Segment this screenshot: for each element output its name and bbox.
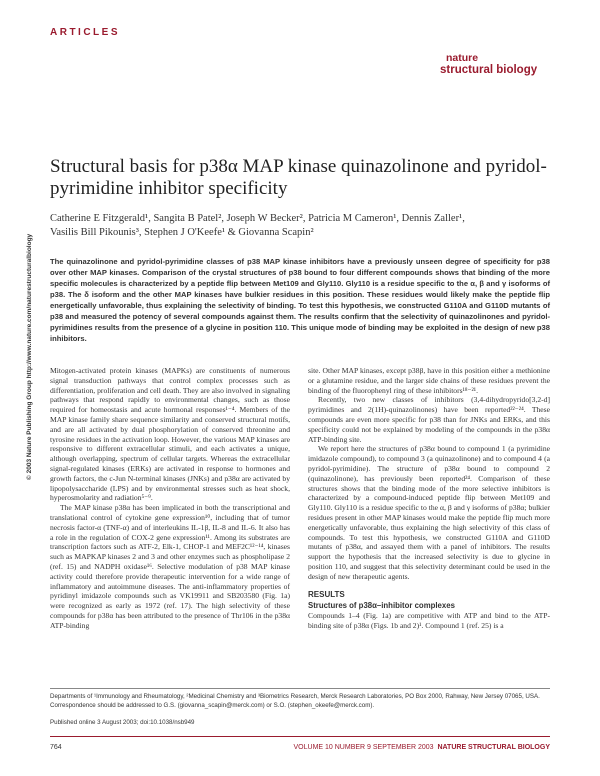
article-title: Structural basis for p38α MAP kinase quinazolinone and pyridol-pyrimidine inhibitor specificity <box>50 156 547 199</box>
body-column-right <box>308 366 550 631</box>
footnote-divider <box>50 688 550 689</box>
section-label: ARTICLES <box>50 27 120 38</box>
affiliations-footnote: Departments of ¹Immunology and Rheumatology, ²Medicinal Chemistry and ³Biometrics Research, Merck Research Laboratories, PO Box 2000, Rahway, New Jersey 07065, USA. Correspondence should be addressed to G.S. (giovanna_scapin@merck.com) or S.O. (stephen_okeefe@merck.com). <box>50 693 540 709</box>
paragraph: Compounds 1–4 (Fig. 1a) are competitive with ATP and bind to the ATP-binding site of p38α (Figs. 1b and 2)¹. Compound 1 (ref. 25) is a <box>308 611 550 630</box>
paragraph: We report here the structures of p38α bound to compound 1 (a pyrimidine imidazole compound), to compound 3 (a quinazolinone) and to compound 4 (a pyridol-pyrimidine). The structure of p38α bound to compound 2 (quinazolinone), has previously been reported²⁴. Comparison of these structures shows that the binding mode of the more selective inhibitors is characterized by a compound-induced peptide flip between Met109 and Gly110. Gly110 is a residue specific to the α, β and γ isoforms of p38α; bulkier residues present in other MAP kinases would make the peptide flip much more energetically unfavorable, thus explaining the high selectivity of this class of compounds. To test this hypothesis, we constructed G110A and G110D mutants of p38α, and assayed them with a panel of inhibitors. The results support the hypothesis that the increased selectivity is due to glycine in position 110, and suggest that this selectivity determinant could be used in the design of new therapeutic agents. <box>308 444 550 581</box>
paragraph: Recently, two new classes of inhibitors (3,4-dihydropyrido[3,2-d] pyrimidines and 2(1H)-quinazolinones) have been reported²²⁻²⁴. These compounds are even more specific for p38 than for JNKs and ERKs, and this specificity could not be explained by modeling of the compounds in the p38α ATP-binding site. <box>308 395 550 444</box>
paragraph: site. Other MAP kinases, except p38β, have in this position either a methionine or a glutamine residue, and the larger side chains of these residues prevent the binding of the fluorophenyl ring of these inhibitors¹⁸⁻²¹. <box>308 366 550 395</box>
copyright-text: © 2003 Nature Publishing Group http://www.nature.com/naturestructuralbiology <box>26 233 33 480</box>
author-list <box>50 212 550 240</box>
results-heading: RESULTS <box>308 589 345 599</box>
page-number: 764 <box>50 744 62 751</box>
journal-logo-line1: nature <box>446 52 479 64</box>
journal-logo <box>440 52 552 76</box>
footer-divider <box>50 736 550 737</box>
volume-info: VOLUME 10 NUMBER 9 SEPTEMBER 2003 <box>293 744 434 751</box>
authors-line-2: Vasilis Bill Pikounis³, Stephen J O'Keefe¹ & Giovanna Scapin² <box>50 227 314 238</box>
journal-name: NATURE STRUCTURAL BIOLOGY <box>437 744 550 751</box>
results-subheading: Structures of p38α–inhibitor complexes <box>308 601 455 611</box>
published-online: Published online 3 August 2003; doi:10.1038/nsb949 <box>50 719 195 726</box>
authors-line-1: Catherine E Fitzgerald¹, Sangita B Patel², Joseph W Becker², Patricia M Cameron¹, Dennis Zaller¹, <box>50 213 465 224</box>
journal-logo-line2: structural biology <box>440 64 538 76</box>
paragraph: The MAP kinase p38α has been implicated in both the transcriptional and translational control of cytokine gene expression¹⁰, including that of tumor necrosis factor-α (TNF-α) and of interleukins IL-1β, IL-8 and IL-6. It also has a role in the regulation of COX-2 gene expression¹¹. Among its substrates are transcription factors such as ATF-2, Elk-1, CHOP-1 and MEF2C¹²⁻¹⁴, kinases such as MAPKAP kinases 2 and 3 and other enzymes such as phospholipase 2 (ref. 15) and NADPH oxidase¹⁶. Selective modulation of p38 MAP kinase activity could therefore provide therapeutic intervention for a wide range of inflammatory and autoimmune diseases. The anti-inflammatory properties of pyridinyl imidazole compounds such as VK19911 and SB203580 (Fig. 1a) were recognized as early as 1972 (ref. 17). The high selectivity of these compounds for p38α has been attributed to the presence of Thr106 in the p38α ATP-binding <box>50 503 290 630</box>
body-column-left <box>50 366 290 631</box>
abstract: The quinazolinone and pyridol-pyrimidine classes of p38 MAP kinase inhibitors have a previously unseen degree of specificity for p38 over other MAP kinases. Comparison of the crystal structures of p38 bound to four different compounds shows that binding of the more specific molecules is characterized by a peptide flip between Met109 and Gly110. Gly110 is a residue specific to the α, β and γ isoforms of p38. The δ isoform and the other MAP kinases have bulkier residues in this position. These residues would likely make the peptide flip energetically unfavorable, thus explaining the selectivity of binding. To test this hypothesis, we constructed G110A and G110D mutants of p38 and measured the potency of several compounds against them. The results confirm that the selectivity of quinazolinones and pyridol-pyrimidines results from the presence of a glycine in position 110. This unique mode of binding may be exploited in the design of new p38 inhibitors. <box>50 257 550 343</box>
paragraph: Mitogen-activated protein kinases (MAPKs) are constituents of numerous signal transduction pathways that control complex processes such as differentiation, proliferation and cell death. They are also involved in signaling pathways that respond rapidly to environmental changes, such as those required for homeostasis and acute hormonal responses¹⁻⁴. Members of the MAP kinase family share sequence similarity and conserved structural motifs, and are all activated by dual phosphorylation of conserved threonine and tyrosine residues in the activation loop. However, the various MAP kinases are responsive to different extracellular stimuli, and each activates a unique, although overlapping, spectrum of cellular targets. Whereas the extracellular signal-regulated kinases (ERKs) are activated in response to hormones and growth factors, the c-Jun N-terminal kinases (JNKs) and p38α are activated by lipopolysaccharide (LPS) and by environmental stresses such as heat shock, hyperosmolarity and radiation⁵⁻⁹. <box>50 366 290 503</box>
journal-footer <box>294 744 550 751</box>
